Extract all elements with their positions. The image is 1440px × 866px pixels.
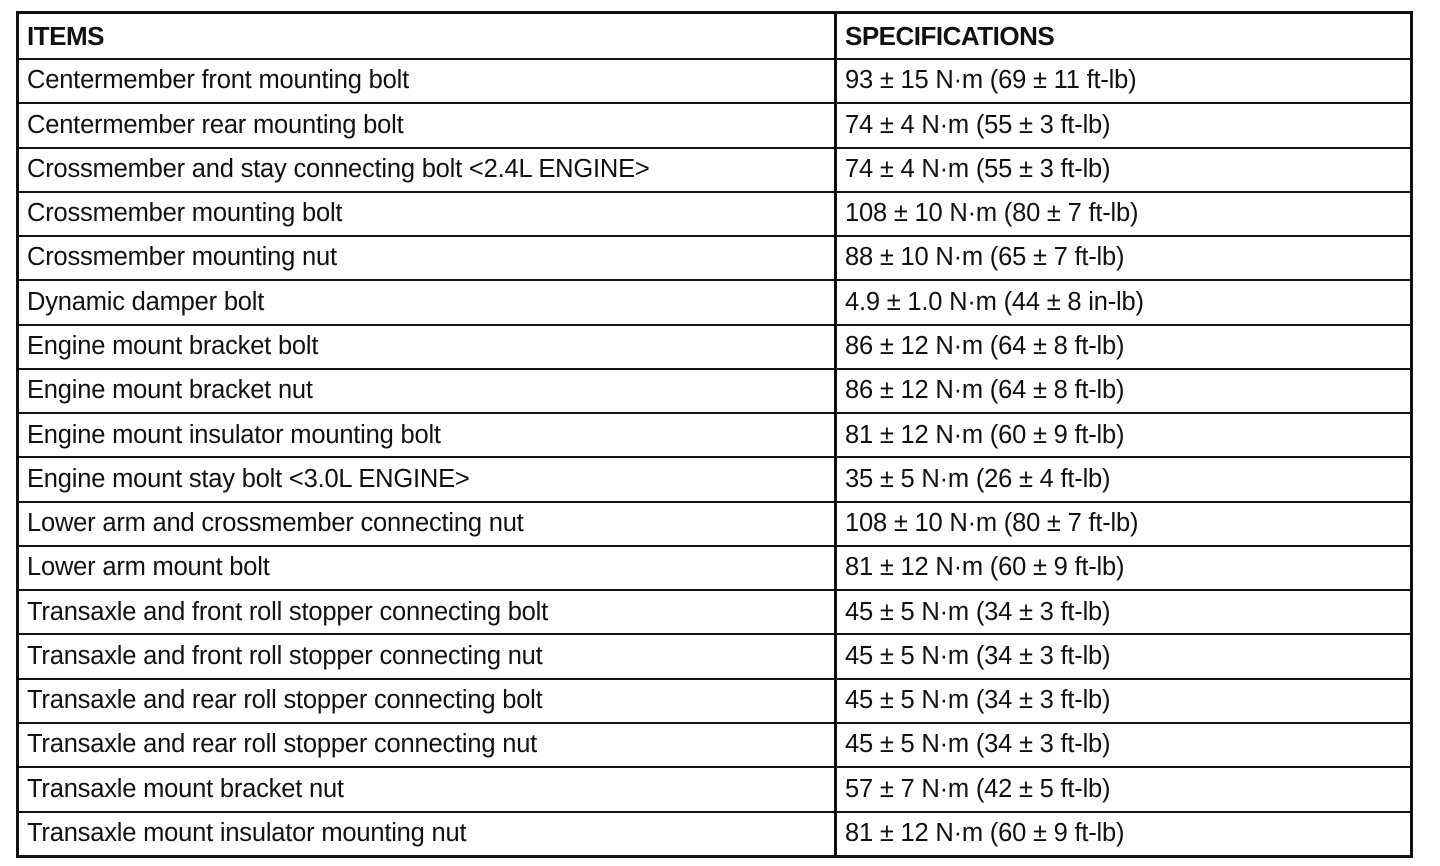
spec-cell: 86 ± 12 N·m (64 ± 8 ft-lb) [836,325,1412,369]
table-row [18,59,1412,103]
table-row [18,679,1412,723]
spec-cell: 108 ± 10 N·m (80 ± 7 ft-lb) [836,502,1412,546]
item-cell: Centermember front mounting bolt [18,59,836,103]
spec-cell: 45 ± 5 N·m (34 ± 3 ft-lb) [836,634,1412,678]
table-row [18,590,1412,634]
spec-cell: 4.9 ± 1.0 N·m (44 ± 8 in-lb) [836,280,1412,324]
table-row [18,192,1412,236]
table-row [18,812,1412,857]
item-cell: Transaxle and front roll stopper connecting nut [18,634,836,678]
item-cell: Engine mount insulator mounting bolt [18,413,836,457]
spec-cell: 81 ± 12 N·m (60 ± 9 ft-lb) [836,413,1412,457]
table-row [18,502,1412,546]
table-row [18,369,1412,413]
spec-cell: 81 ± 12 N·m (60 ± 9 ft-lb) [836,812,1412,857]
table-row [18,546,1412,590]
torque-specifications-table [16,11,1413,858]
spec-cell: 57 ± 7 N·m (42 ± 5 ft-lb) [836,767,1412,811]
item-cell: Transaxle mount bracket nut [18,767,836,811]
header-row [18,13,1412,60]
table-row [18,413,1412,457]
spec-cell: 74 ± 4 N·m (55 ± 3 ft-lb) [836,148,1412,192]
spec-cell: 108 ± 10 N·m (80 ± 7 ft-lb) [836,192,1412,236]
spec-cell: 86 ± 12 N·m (64 ± 8 ft-lb) [836,369,1412,413]
table-row [18,767,1412,811]
spec-cell: 81 ± 12 N·m (60 ± 9 ft-lb) [836,546,1412,590]
item-cell: Crossmember mounting nut [18,236,836,280]
item-cell: Crossmember and stay connecting bolt <2.4L ENGINE> [18,148,836,192]
table-row [18,723,1412,767]
table-row [18,148,1412,192]
table-row [18,236,1412,280]
spec-cell: 93 ± 15 N·m (69 ± 11 ft-lb) [836,59,1412,103]
item-cell: Engine mount bracket nut [18,369,836,413]
table-body [18,59,1412,857]
table-header [18,13,1412,60]
table-row [18,634,1412,678]
item-cell: Engine mount stay bolt <3.0L ENGINE> [18,457,836,501]
spec-cell: 74 ± 4 N·m (55 ± 3 ft-lb) [836,103,1412,147]
item-cell: Centermember rear mounting bolt [18,103,836,147]
spec-cell: 45 ± 5 N·m (34 ± 3 ft-lb) [836,679,1412,723]
item-cell: Lower arm mount bolt [18,546,836,590]
spec-cell: 35 ± 5 N·m (26 ± 4 ft-lb) [836,457,1412,501]
item-cell: Dynamic damper bolt [18,280,836,324]
item-cell: Transaxle and rear roll stopper connecting bolt [18,679,836,723]
table-row [18,103,1412,147]
table-row [18,325,1412,369]
item-cell: Engine mount bracket bolt [18,325,836,369]
item-cell: Lower arm and crossmember connecting nut [18,502,836,546]
header-items: ITEMS [18,13,836,60]
spec-cell: 88 ± 10 N·m (65 ± 7 ft-lb) [836,236,1412,280]
spec-cell: 45 ± 5 N·m (34 ± 3 ft-lb) [836,590,1412,634]
header-specifications: SPECIFICATIONS [836,13,1412,60]
table-row [18,457,1412,501]
item-cell: Transaxle mount insulator mounting nut [18,812,836,857]
spec-cell: 45 ± 5 N·m (34 ± 3 ft-lb) [836,723,1412,767]
table-row [18,280,1412,324]
item-cell: Crossmember mounting bolt [18,192,836,236]
item-cell: Transaxle and front roll stopper connecting bolt [18,590,836,634]
item-cell: Transaxle and rear roll stopper connecting nut [18,723,836,767]
